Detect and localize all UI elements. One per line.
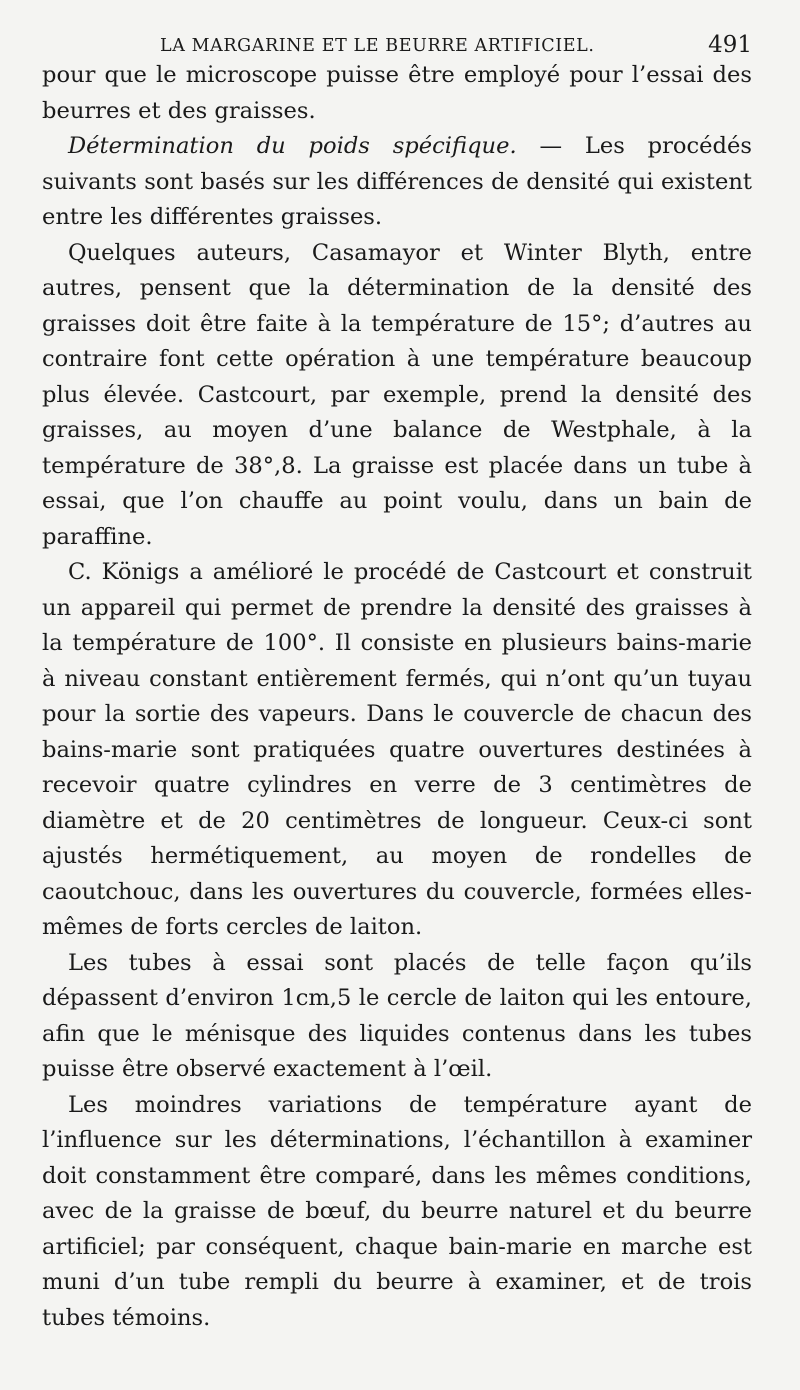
running-head [42, 0, 752, 58]
paragraph [42, 129, 752, 236]
page-number: 491 [708, 32, 752, 58]
paragraph-text: Les moindres variations de température ayant de l’influence sur les déterminations, l’échantillon à examiner doit constamment être comparé, dans les mêmes conditions, avec de la graisse de bœuf, du beurre naturel et du beurre artificiel; par conséquent, chaque bain-marie en marche est muni d’un tube rempli du beurre à examiner, et de trois tubes témoins. [42, 1091, 752, 1331]
paragraph [42, 555, 752, 946]
paragraph-text: — Les procédés suivants sont basés sur les différences de densité qui existent entre les différentes graisses. [42, 133, 752, 230]
paragraph-text: pour que le microscope puisse être employé pour l’essai des beurres et des graisses. [42, 62, 752, 124]
paragraph-text: C. Königs a amélioré le procédé de Castcourt et construit un appareil qui permet de prendre la densité des graisses à la température de 100°. Il consiste en plusieurs bains-marie à niveau constant entièrement fermés, qui n’ont qu’un tuyau pour la sortie des vapeurs. Dans le couvercle de chacun des bains-marie sont pratiquées quatre ouvertures destinées à recevoir quatre cylindres en verre de 3 centimètres de diamètre et de 20 centimètres de longueur. Ceux-ci sont ajustés hermétiquement, au moyen de rondelles de caoutchouc, dans les ouvertures du couvercle, formées elles-mêmes de forts cercles de laiton. [42, 559, 752, 940]
body-text [42, 58, 752, 1336]
paragraph [42, 946, 752, 1088]
running-title: LA MARGARINE ET LE BEURRE ARTIFICIEL. [160, 36, 595, 56]
section-heading: Détermination du poids spécifique. [68, 133, 517, 159]
paragraph [42, 58, 752, 129]
paragraph-text: Quelques auteurs, Casamayor et Winter Blyth, entre autres, pensent que la détermination de la densité des graisses doit être faite à la température de 15°; d’autres au contraire font cette opération à une température beaucoup plus élevée. Castcourt, par exemple, prend la densité des graisses, au moyen d’une balance de Westphale, à la température de 38°,8. La graisse est placée dans un tube à essai, que l’on chauffe au point voulu, dans un bain de paraffine. [42, 239, 752, 550]
paragraph [42, 1088, 752, 1337]
paragraph-text: Les tubes à essai sont placés de telle façon qu’ils dépassent d’environ 1cm,5 le cercle de laiton qui les entoure, afin que le ménisque des liquides contenus dans les tubes puisse être observé exactement à l’œil. [42, 949, 752, 1082]
paragraph [42, 236, 752, 556]
